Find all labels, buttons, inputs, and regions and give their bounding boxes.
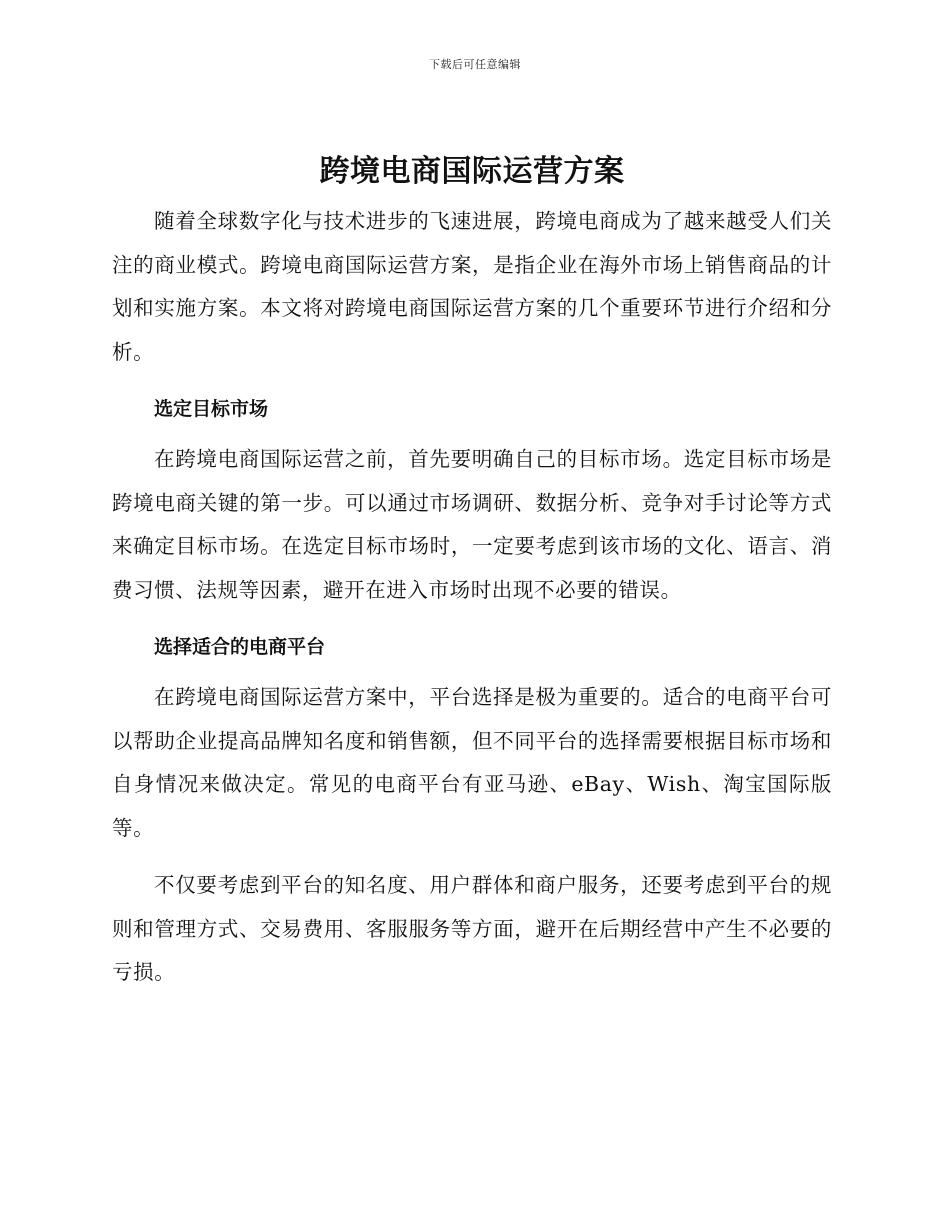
document-content	[112, 150, 832, 995]
header-note: 下载后可任意编辑	[429, 58, 521, 71]
section-heading-target-market: 选定目标市场	[154, 398, 269, 420]
section-paragraph: 在跨境电商国际运营方案中，平台选择是极为重要的。适合的电商平台可以帮助企业提高品牌知名度和销售额，但不同平台的选择需要根据目标市场和自身情况来做决定。常见的电商平台有亚马逊、eBay、Wish、淘宝国际版等。	[112, 685, 832, 840]
section-paragraph: 在跨境电商国际运营之前，首先要明确自己的目标市场。选定目标市场是跨境电商关键的第一步。可以通过市场调研、数据分析、竞争对手讨论等方式来确定目标市场。在选定目标市场时，一定要考虑到该市场的文化、语言、消费习惯、法规等因素，避开在进入市场时出现不必要的错误。	[112, 447, 832, 602]
document-title: 跨境电商国际运营方案	[319, 154, 625, 189]
section-heading-platform: 选择适合的电商平台	[154, 636, 326, 658]
section-paragraph: 不仅要考虑到平台的知名度、用户群体和商户服务，还要考虑到平台的规则和管理方式、交易费用、客服服务等方面，避开在后期经营中产生不必要的亏损。	[112, 873, 832, 984]
intro-paragraph: 随着全球数字化与技术进步的飞速进展，跨境电商成为了越来越受人们关注的商业模式。跨境电商国际运营方案，是指企业在海外市场上销售商品的计划和实施方案。本文将对跨境电商国际运营方案的几个重要环节进行介绍和分析。	[112, 209, 832, 364]
